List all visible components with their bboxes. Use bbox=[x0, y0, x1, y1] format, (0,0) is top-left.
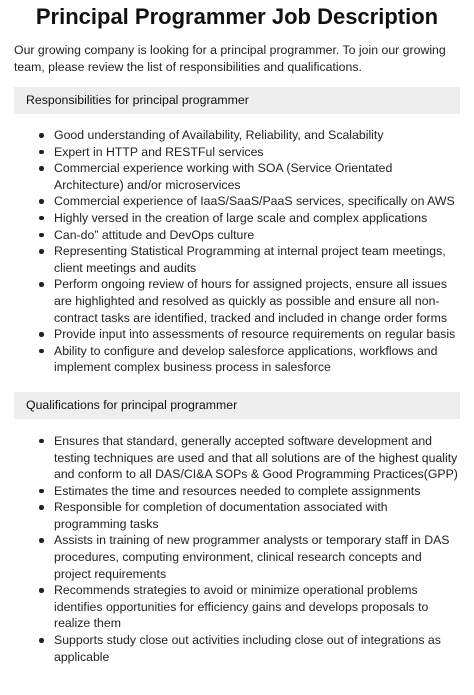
list-item: Supports study close out activities including close out of integrations as applicable bbox=[38, 632, 460, 665]
list-item: Perform ongoing review of hours for assigned projects, ensure all issues are highlighted and resolved as quickly as possible and ensure all non-contract tasks are identified, tracked and included in change order forms bbox=[38, 276, 460, 326]
list-item: Can-do” attitude and DevOps culture bbox=[38, 227, 460, 244]
responsibilities-header: Responsibilities for principal programmer bbox=[14, 87, 460, 114]
list-item: Good understanding of Availability, Reliability, and Scalability bbox=[38, 127, 460, 144]
list-item: Estimates the time and resources needed to complete assignments bbox=[38, 483, 460, 500]
qualifications-header: Qualifications for principal programmer bbox=[14, 392, 460, 419]
list-item: Highly versed in the creation of large scale and complex applications bbox=[38, 210, 460, 227]
list-item: Commercial experience working with SOA (Service Orientated Architecture) and/or microservices bbox=[38, 160, 460, 193]
list-item: Commercial experience of IaaS/SaaS/PaaS services, specifically on AWS bbox=[38, 193, 460, 210]
list-item: Expert in HTTP and RESTFul services bbox=[38, 144, 460, 161]
list-item: Assists in training of new programmer analysts or temporary staff in DAS procedures, computing environment, clinical research concepts and project requirements bbox=[38, 532, 460, 582]
qualifications-list bbox=[14, 433, 460, 665]
list-item: Recommends strategies to avoid or minimize operational problems identifies opportunities for efficiency gains and develops proposals to realize them bbox=[38, 582, 460, 632]
list-item: Responsible for completion of documentation associated with programming tasks bbox=[38, 499, 460, 532]
list-item: Representing Statistical Programming at internal project team meetings, client meetings and audits bbox=[38, 243, 460, 276]
page-title: Principal Programmer Job Description bbox=[35, 4, 439, 29]
intro-paragraph: Our growing company is looking for a principal programmer. To join our growing team, please review the list of responsibilities and qualifications. bbox=[14, 43, 446, 74]
list-item: Ability to configure and develop salesforce applications, workflows and implement complex business process in salesforce bbox=[38, 343, 460, 376]
list-item: Ensures that standard, generally accepted software development and testing techniques are used and that all solutions are of the highest quality and conform to all DAS/CI&A SOPs & Good Programming Practices(GPP) bbox=[38, 433, 460, 483]
responsibilities-list bbox=[14, 127, 460, 376]
list-item: Provide input into assessments of resource requirements on regular basis bbox=[38, 326, 460, 343]
